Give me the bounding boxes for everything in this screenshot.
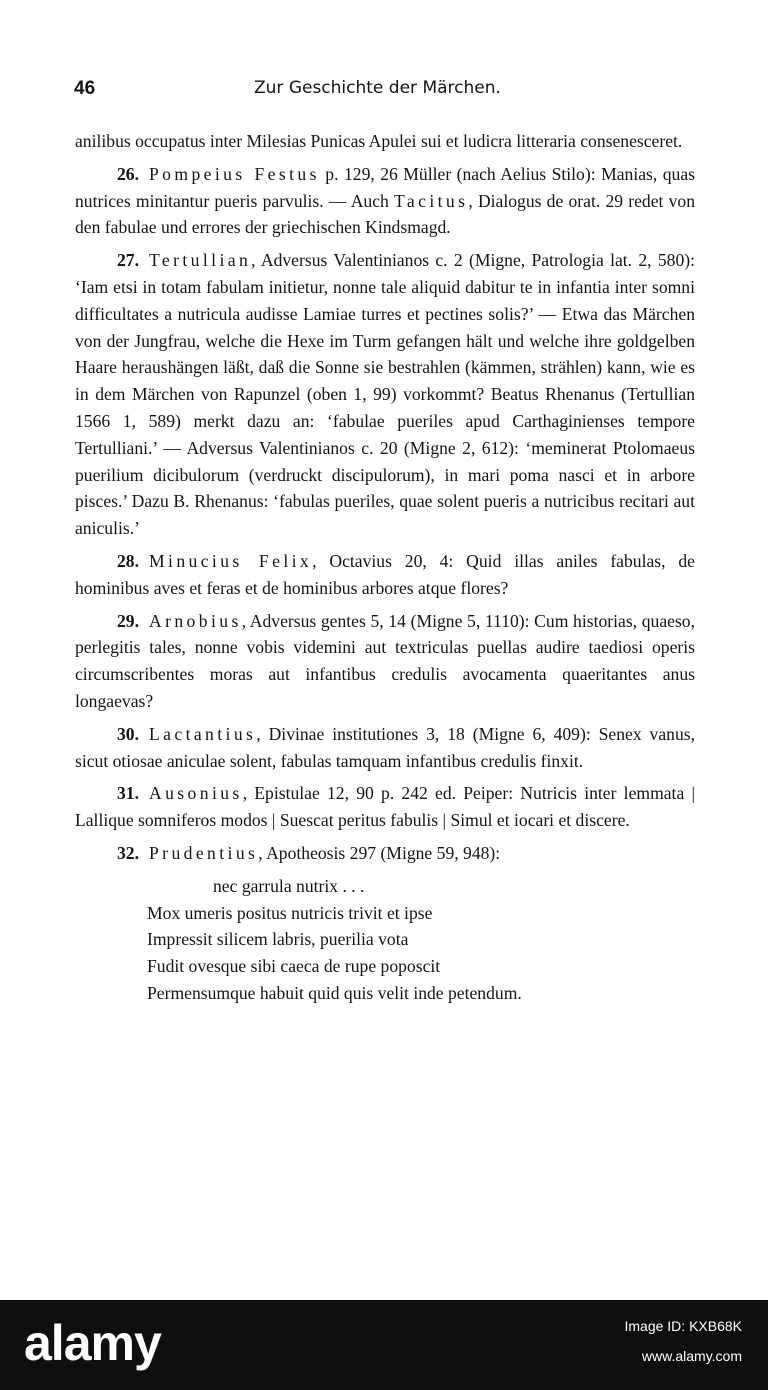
- paragraph-text: , Adversus gentes 5, 14 (Migne 5, 1110): Cum historias, quaeso, perlegitis tales, nonne vobis videmini aut textriculas puellas audire taediosi operis circumscribentes moras aut infantibus credulis avocamenta quaeritantes anus longaevas?: [75, 610, 695, 711]
- paragraph-number: 32.: [117, 842, 139, 863]
- poem-line: nec garrula nutrix . . .: [213, 875, 365, 896]
- paragraph-text: , Epistulae 12, 90 p. 242 ed. Peiper: Nutricis inter lemmata | Lallique somniferos modos | Suescat peritus fabulis | Simul et iocari et discere.: [75, 783, 695, 831]
- paragraph-32: [75, 840, 695, 867]
- watermark-url: www.alamy.com: [641, 1348, 742, 1364]
- image-id: Image ID: KXB68K: [624, 1318, 742, 1334]
- watermark-bar: [0, 1300, 768, 1390]
- author-name: Prudentius: [149, 842, 259, 863]
- poem-line: Impressit silicem labris, puerilia vota: [147, 929, 409, 950]
- author-name: Ausonius: [149, 783, 243, 804]
- poem-line: Fudit ovesque sibi caeca de rupe poposcit: [147, 956, 441, 977]
- paragraph-29: [75, 608, 695, 715]
- paragraph-text: p. 129, 26 Müller (nach Aelius Stilo): Manias, quas nutrices minitantur pueris parvulis. — Auch: [75, 163, 695, 211]
- paragraph-text: , Apotheosis 297 (Migne 59, 948):: [258, 842, 501, 863]
- paragraph-continuation: [75, 128, 695, 155]
- page-header: [74, 78, 696, 108]
- poem-quotation: [147, 873, 695, 1007]
- paragraph-text: , Octavius 20, 4: Quid illas aniles fabulas, de hominibus aves et feras et de hominibus arbores atque flores?: [75, 550, 695, 598]
- running-head: Zur Geschichte der Märchen.: [254, 78, 501, 98]
- paragraph-text: , Divinae institutiones 3, 18 (Migne 6, 409): Senex vanus, sicut otiosae aniculae solent, fabulas tamquam infantibus credulis finxit.: [75, 723, 695, 771]
- paragraph-number: 28.: [117, 550, 139, 571]
- paragraph-text: , Adversus Valentinianos c. 2 (Migne, Patrologia lat. 2, 580): ‘Iam etsi in totam fabulam initietur, nonne tale aliquid dabitur te in infantia inter somni difficultates a nutricula audisse Lamiae turres et pectines solis?’ — Etwa das Märchen von der Jungfrau, welche die Hexe im Turm gefangen hält und welche ihre goldgelben Haare heraushängen läßt, daß die Sonne sie bestrahlen (kämmen, strählen) kann, wie es in dem Märchen von Rapunzel (oben 1, 99) vorkommt? Beatus Rhenanus (Tertullian 1566 1, 589) merkt dazu an: ‘fabulae pueriles apud Carthaginienses tempore Tertulliani.’ — Adversus Valentinianos c. 20 (Migne 2, 612): ‘meminerat Ptolomaeus puerilium dicibulorum (verdruckt discipulorum), in mari poma nasci et in arbore pisces.’ Dazu B. Rhenanus: ‘fabulas pueriles, quae solent pueris a nutricibus recitari aut aniculis.’: [75, 250, 695, 539]
- author-name: Tertullian: [149, 250, 252, 271]
- paragraph-number: 30.: [117, 723, 139, 744]
- paragraph-30: [75, 721, 695, 775]
- page-number: 46: [74, 78, 96, 99]
- paragraph-number: 26.: [117, 163, 139, 184]
- paragraph-27: [75, 247, 695, 542]
- paragraph-28: [75, 548, 695, 602]
- author-name: Arnobius: [149, 610, 242, 631]
- paragraph-number: 31.: [117, 783, 139, 804]
- author-name-2: Tacitus: [394, 190, 469, 211]
- body-text: [75, 128, 695, 1007]
- author-name: Lactantius: [149, 723, 257, 744]
- paragraph-text: anilibus occupatus inter Milesias Punicas Apulei sui et ludicra litteraria consenesceret.: [75, 131, 683, 151]
- paragraph-31: [75, 780, 695, 834]
- alamy-logo: alamy: [24, 1315, 161, 1371]
- paragraph-26: [75, 161, 695, 241]
- paragraph-number: 29.: [117, 610, 139, 631]
- author-name: Pompeius Festus: [149, 163, 320, 184]
- author-name: Minucius Felix: [149, 550, 313, 571]
- poem-line: Mox umeris positus nutricis trivit et ipse: [147, 902, 433, 923]
- paragraph-text-2: , Dialogus de orat. 29 redet von den fabulae und errores der griechischen Kindsmagd.: [75, 190, 695, 238]
- poem-line: Permensumque habuit quid quis velit inde petendum.: [147, 982, 522, 1003]
- paragraph-number: 27.: [117, 250, 139, 271]
